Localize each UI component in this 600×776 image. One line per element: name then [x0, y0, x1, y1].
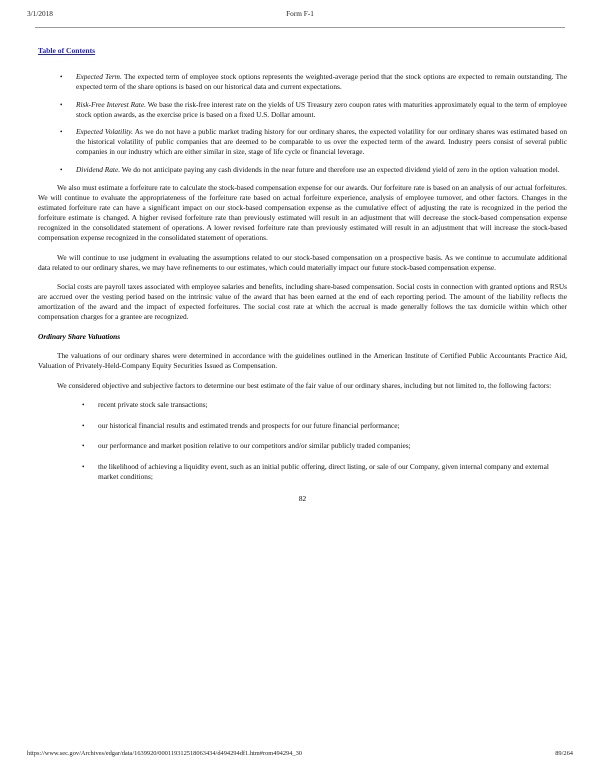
bullet-icon: •: [82, 442, 85, 451]
page-number: 82: [298, 493, 307, 503]
bullet-icon: •: [82, 462, 85, 471]
page-counter: 89/264: [555, 750, 573, 757]
factor-text: our performance and market position relative to our competitors and/or similar publicly traded companies;: [98, 441, 411, 451]
header-divider: [35, 27, 565, 28]
assumption-text: The expected term of employee stock options represents the weighted-average period that the stock options are expected to remain outstanding. The expected term of the share options is based on our historical data and current expectations.: [76, 72, 567, 92]
assumption-term: Risk-Free Interest Rate.: [76, 99, 146, 109]
bullet-icon: •: [60, 73, 63, 81]
print-footer: [0, 750, 600, 762]
assumption-term: Expected Volatility.: [76, 127, 134, 137]
assumption-term: Dividend Rate.: [76, 164, 121, 174]
list-item: [38, 127, 567, 157]
document-page: [0, 40, 600, 503]
list-item: [38, 165, 567, 175]
factor-text: our historical financial results and estimated trends and prospects for our future financial performance;: [98, 420, 400, 430]
section-heading-ordinary-share-valuations: Ordinary Share Valuations: [38, 331, 121, 341]
paragraph-judgment-assumptions: We will continue to use judgment in evaluating the assumptions related to our stock-based compensation on a prospective basis. As we continue to accumulate additional data related to our ordinary shares, we may have refinements to our estimates, which could materially impact our future stock-based compensation expense.: [38, 252, 567, 272]
table-of-contents-link-wrapper: [0, 40, 600, 58]
assumption-text: We do not anticipate paying any cash dividends in the near future and therefore use an expected dividend yield of zero in the option valuation model.: [120, 164, 560, 174]
print-date: 3/1/2018: [27, 9, 53, 18]
paragraph-forfeiture-rate: We also must estimate a forfeiture rate to calculate the stock-based compensation expense for our awards. Our forfeiture rate is based on an analysis of our actual forfeitures. We will continue to evaluate the appropriateness of the forfeiture rate based on actual forfeiture experience, analysis of employee turnover, and other factors. Changes in the estimated forfeiture rate can have a significant impact on our stock-based compensation expense as the cumulative effect of adjusting the rate is recognized in the period the forfeiture estimate is changed. A higher revised forfeiture rate than previously estimated will result in an adjustment that will decrease the stock-based compensation expense recognized in the consolidated statement of operations. A lower revised forfeiture rate than previously estimated will result in an adjustment that will increase the stock-based compensation expense recognized in the consolidated statement of operations.: [38, 182, 567, 243]
valuation-factor-list: [38, 400, 567, 482]
document-content: [0, 72, 600, 503]
bullet-icon: •: [82, 421, 85, 430]
paragraph-valuation-guidelines: The valuations of our ordinary shares were determined in accordance with the guidelines outlined in the American Institute of Certified Public Accountants Practice Aid, Valuation of Privately-Held-Company Equity Securities Issued as Compensation.: [38, 350, 567, 370]
assumption-text: As we do not have a public market trading history for our ordinary shares, the expected volatility for our ordinary shares was estimated based on the historical volatility of public companies that are deemed to be comparable to us over the expected term of the award. Industry peers consist of several public companies in our industry which are either similar in size, stage of life cycle or financial leverage.: [76, 127, 567, 157]
factor-text: the likelihood of achieving a liquidity event, such as an initial public offering, direct listing, or sale of our Company, given internal company and external market conditions;: [98, 461, 549, 481]
list-item: [38, 72, 567, 92]
bullet-icon: •: [82, 401, 85, 410]
factor-text: recent private stock sale transactions;: [98, 400, 208, 410]
print-document-title: Form F-1: [286, 9, 314, 18]
paragraph-factors-intro: We considered objective and subjective factors to determine our best estimate of the fair value of our ordinary shares, including but not limited to, the following factors:: [57, 380, 552, 390]
paragraph-social-costs: Social costs are payroll taxes associated with employee salaries and benefits, including share-based compensation. Social costs in connection with granted options and RSUs are accrued over the vesting period based on the intrinsic value of the award that has been earned at the end of each reporting period. The amount of the liability reflects the amortization of the award and the impact of expected forfeitures. The social cost rate at which the accrual is made generally follows the tax domicile within which other compensation charges for a grantee are recognized.: [38, 282, 567, 322]
bullet-icon: •: [60, 128, 63, 137]
table-of-contents-link[interactable]: Table of Contents: [38, 46, 96, 55]
bullet-icon: •: [60, 100, 63, 109]
assumption-term: Expected Term.: [76, 72, 122, 81]
list-item: [38, 400, 567, 410]
print-header: [0, 9, 600, 23]
assumption-bullet-list: [38, 72, 567, 175]
assumption-text: We base the risk-free interest rate on the yields of US Treasury zero coupon rates with maturities approximately equal to the term of employee stock option awards, as the exercise price is based on a fixed U.S. Dollar amount.: [76, 99, 567, 119]
source-url: https://www.sec.gov/Archives/edgar/data/1639920/000119312518063434/d494294df1.htm#rom494294_30: [27, 750, 303, 757]
list-item: [38, 421, 567, 431]
bullet-icon: •: [60, 165, 63, 174]
list-item: [38, 462, 567, 482]
list-item: [38, 100, 567, 120]
list-item: [38, 441, 567, 451]
